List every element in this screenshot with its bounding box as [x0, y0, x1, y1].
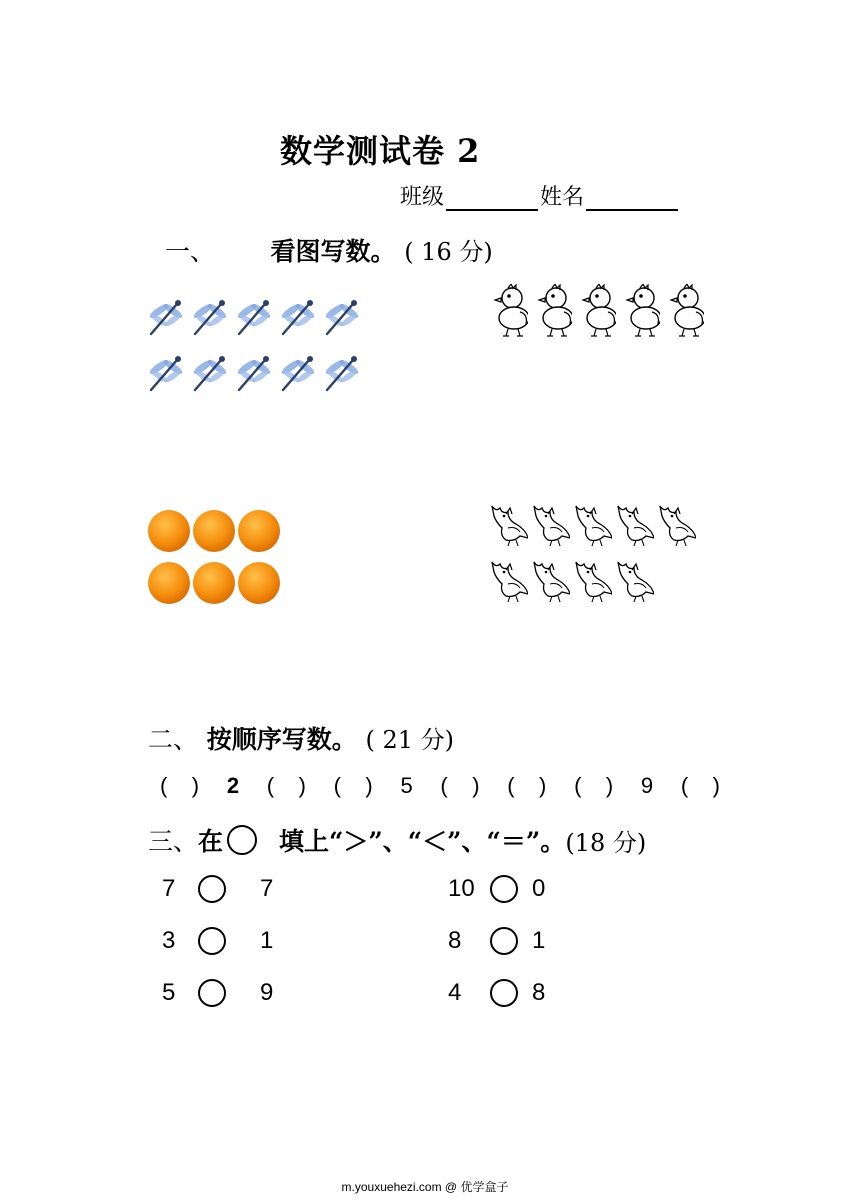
compare-circle[interactable] — [490, 927, 518, 955]
chick-icon — [572, 284, 616, 340]
compare-left: 4 — [448, 979, 462, 1006]
compare-left: 3 — [162, 927, 176, 954]
bird-icon — [528, 502, 570, 550]
compare-row — [162, 875, 273, 903]
sequence-blank[interactable]: ( ) — [574, 773, 614, 798]
section3-heading — [148, 822, 646, 858]
bird-icon — [486, 558, 528, 606]
sequence-number: 5 — [400, 773, 413, 798]
sequence-blank[interactable]: ( ) — [680, 773, 720, 798]
dragonfly-icon — [279, 354, 323, 396]
footer-watermark: m.youxuehezi.com @ 优学盒子 — [341, 1180, 509, 1194]
sequence-number: 9 — [640, 773, 654, 798]
chick-group — [484, 284, 704, 340]
dragonfly-group — [147, 298, 377, 396]
bird-icon — [570, 558, 612, 606]
bird-icon — [570, 502, 612, 550]
orange-icon — [237, 560, 282, 606]
bird-icon — [654, 502, 696, 550]
compare-circle[interactable] — [198, 875, 226, 903]
dragonfly-icon — [147, 354, 191, 396]
section1-title: 看图写数。 — [270, 237, 396, 266]
compare-right: 9 — [260, 979, 274, 1006]
compare-row — [162, 927, 273, 955]
section3-number: 三、 — [148, 827, 199, 856]
chick-icon — [660, 284, 704, 340]
compare-left: 5 — [162, 979, 176, 1006]
circle-icon — [227, 825, 257, 855]
compare-right: 1 — [532, 927, 546, 954]
bird-icon — [612, 502, 654, 550]
dragonfly-icon — [235, 298, 279, 340]
section2-score: ( 21 分) — [365, 726, 454, 754]
compare-right: 8 — [532, 979, 546, 1006]
orange-icon — [192, 560, 237, 606]
name-label: 姓名 — [540, 185, 585, 210]
orange-icon — [147, 560, 192, 606]
sequence-blank[interactable]: ( ) — [333, 773, 373, 798]
dragonfly-icon — [191, 298, 235, 340]
dragonfly-icon — [323, 354, 367, 396]
compare-row — [162, 979, 273, 1007]
compare-left: 10 — [448, 875, 475, 902]
dragonfly-icon — [279, 298, 323, 340]
dragonfly-icon — [147, 298, 191, 340]
bird-icon — [528, 558, 570, 606]
sequence-number: 2 — [226, 773, 240, 798]
bird-icon — [612, 558, 654, 606]
compare-circle[interactable] — [198, 979, 226, 1007]
student-info — [400, 180, 680, 211]
orange-icon — [192, 508, 237, 554]
section3-score: (18 分) — [565, 828, 647, 857]
compare-row — [448, 927, 545, 955]
section3-title-prefix: 在 — [198, 827, 224, 856]
chick-icon — [616, 284, 660, 340]
name-blank[interactable] — [586, 187, 678, 211]
section2-title: 按顺序写数。 — [206, 725, 357, 754]
sequence-blank[interactable]: ( ) — [266, 773, 306, 798]
orange-group — [147, 508, 282, 606]
class-label: 班级 — [400, 185, 445, 210]
orange-icon — [147, 508, 192, 554]
section2-number: 二、 — [148, 725, 199, 754]
compare-left: 7 — [162, 875, 176, 902]
sequence-blank[interactable]: ( ) — [440, 773, 480, 798]
chick-icon — [484, 284, 528, 340]
compare-row — [448, 875, 545, 903]
section3-title-suffix: 填上“＞”、“＜”、“＝”。 — [279, 827, 566, 856]
compare-left: 8 — [448, 927, 462, 954]
section1-number: 一、 — [165, 237, 216, 266]
section2-heading — [148, 720, 454, 756]
compare-circle[interactable] — [198, 927, 226, 955]
compare-row — [448, 979, 545, 1007]
compare-right: 1 — [260, 927, 274, 954]
compare-right: 0 — [532, 875, 546, 902]
sequence-blank[interactable]: ( ) — [160, 773, 200, 798]
page-title: 数学测试卷 2 — [280, 132, 481, 170]
number-sequence — [160, 773, 720, 799]
sequence-blank[interactable]: ( ) — [507, 773, 547, 798]
compare-right: 7 — [260, 875, 274, 902]
section1-score: ( 16 分) — [404, 238, 493, 266]
orange-icon — [237, 508, 282, 554]
bird-icon — [486, 502, 528, 550]
class-blank[interactable] — [446, 187, 538, 211]
chick-icon — [528, 284, 572, 340]
bird-group — [486, 502, 696, 606]
dragonfly-icon — [191, 354, 235, 396]
compare-circle[interactable] — [490, 979, 518, 1007]
compare-circle[interactable] — [490, 875, 518, 903]
dragonfly-icon — [235, 354, 279, 396]
dragonfly-icon — [323, 298, 367, 340]
section1-heading — [165, 232, 493, 268]
